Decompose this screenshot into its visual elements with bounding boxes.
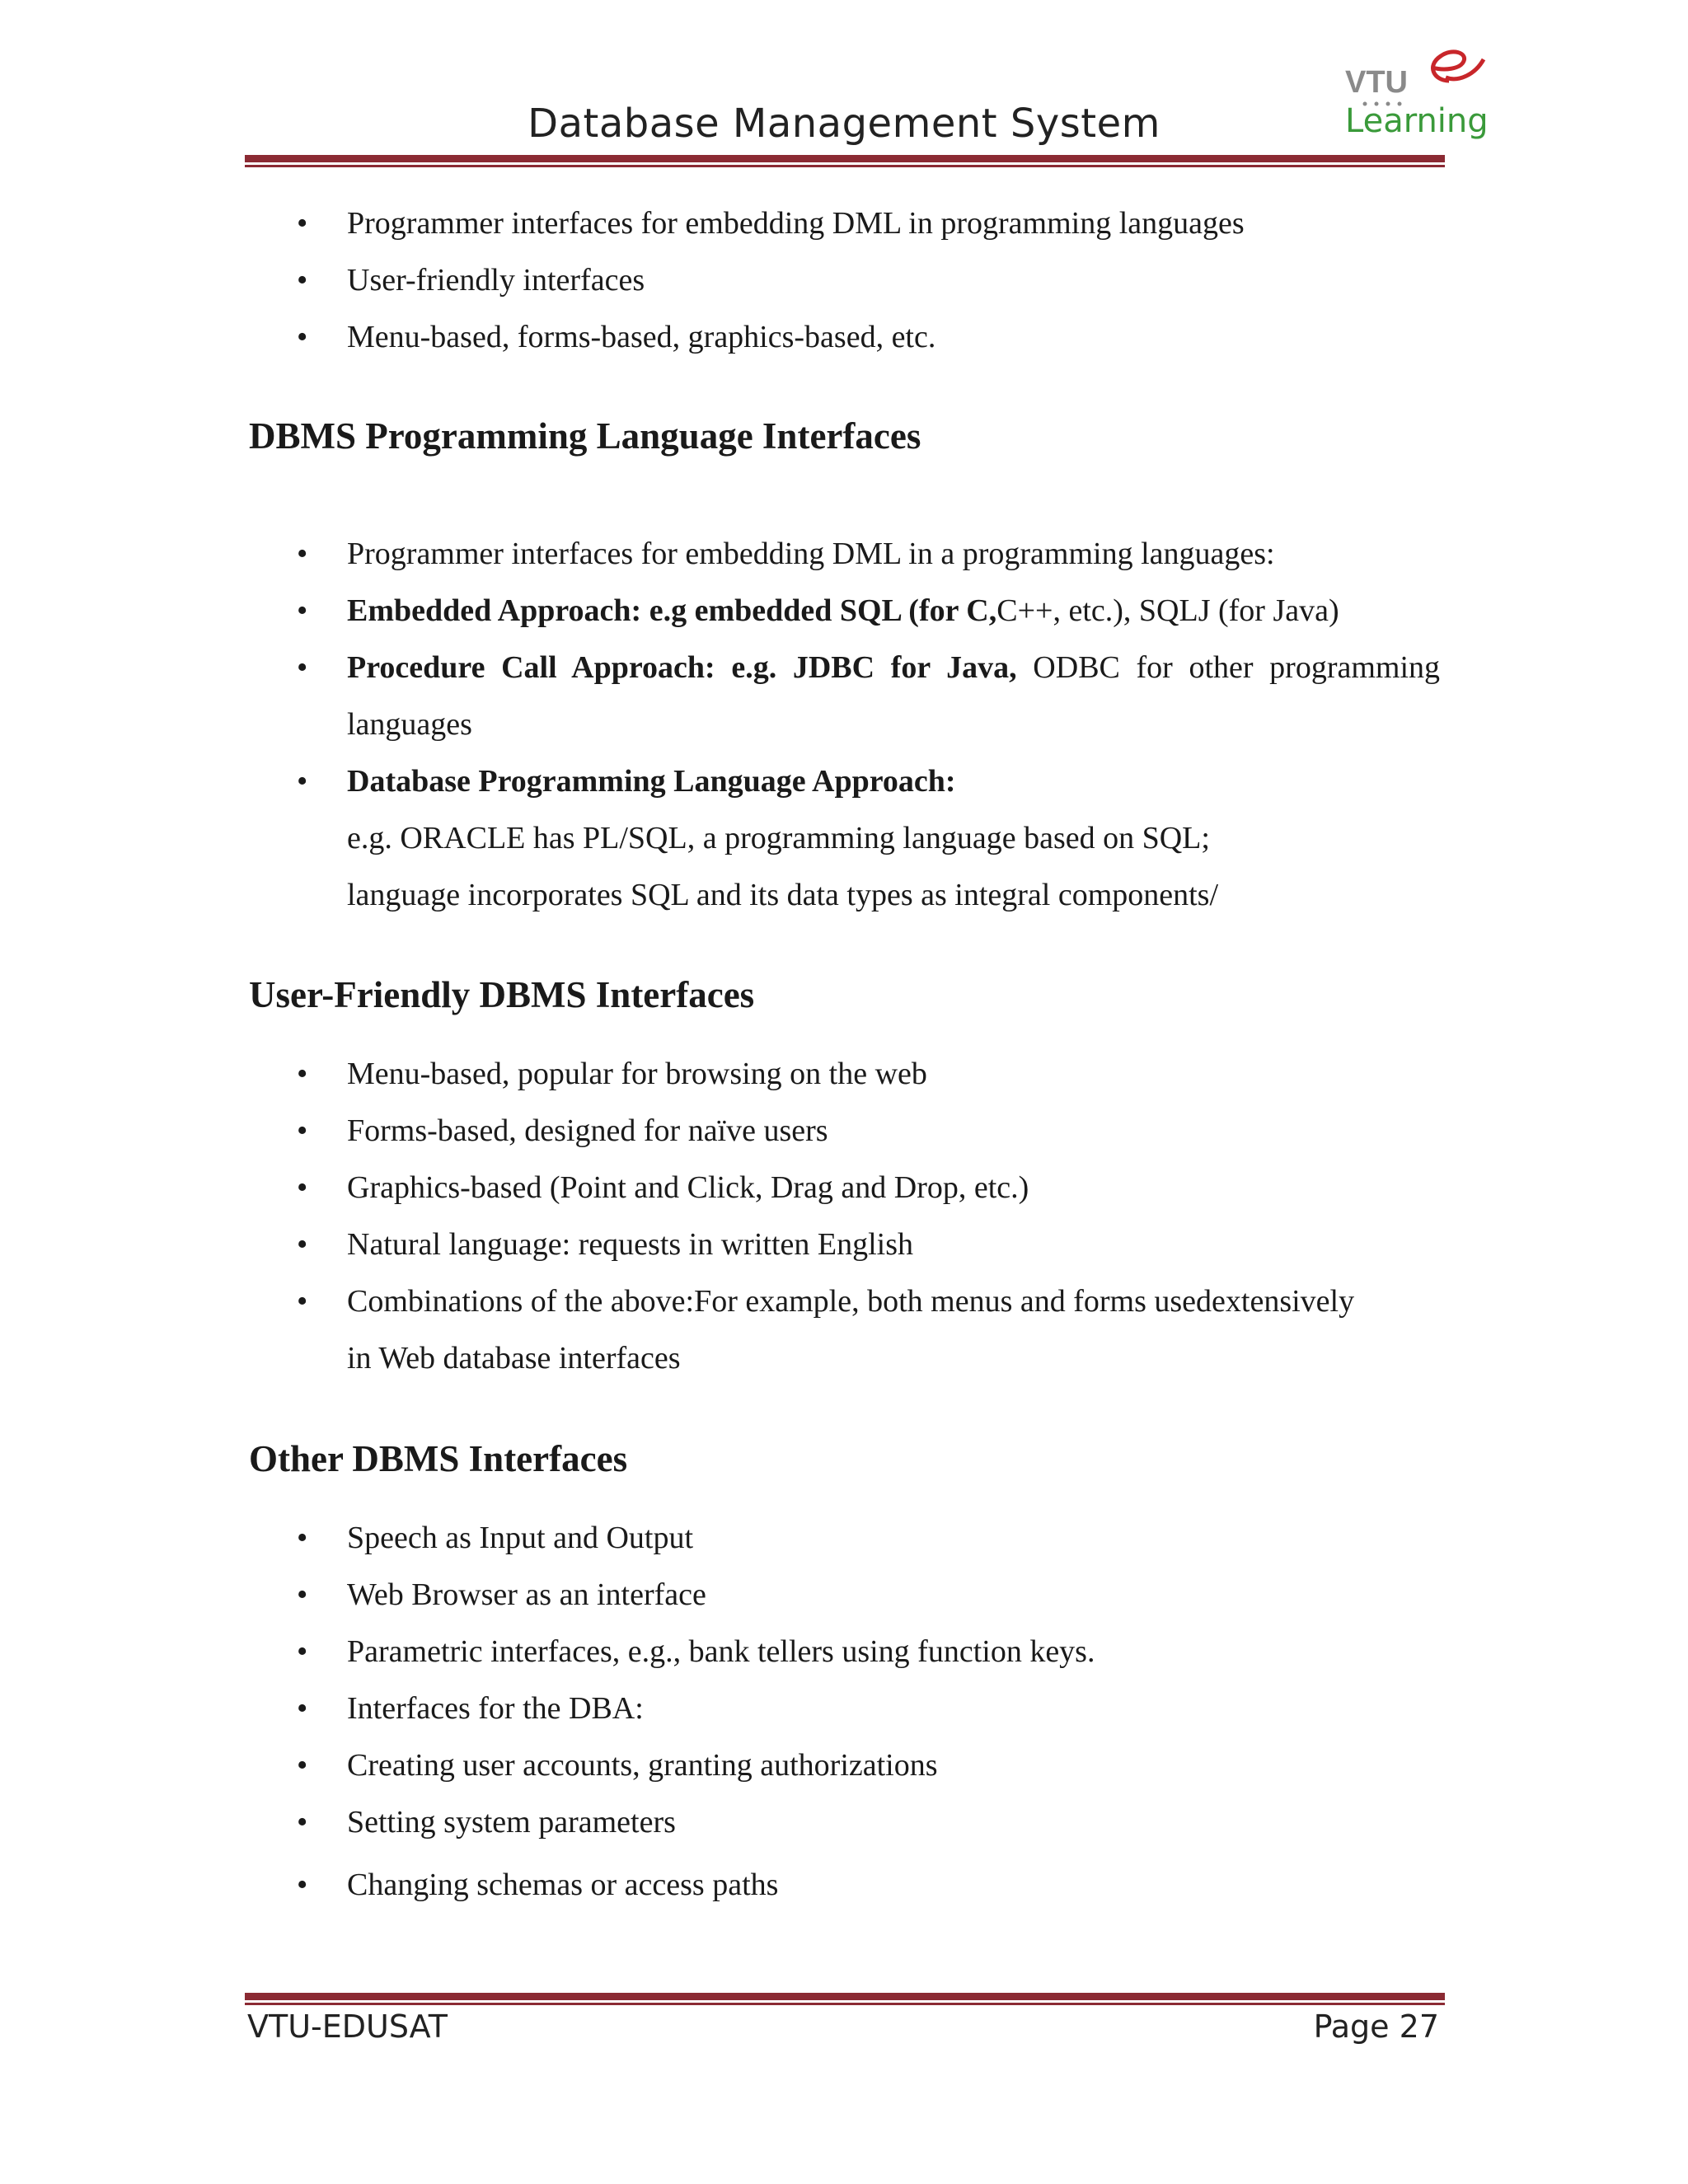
- list-item: Natural language: requests in written English: [347, 1227, 913, 1262]
- list-item: User-friendly interfaces: [347, 263, 645, 298]
- section-heading: User-Friendly DBMS Interfaces: [249, 974, 755, 1015]
- list-item: Forms-based, designed for naïve users: [347, 1113, 828, 1148]
- list-item: Programmer interfaces for embedding DML in a programming languages:: [347, 537, 1275, 571]
- list-item: Creating user accounts, granting authorizations: [347, 1748, 938, 1783]
- page-number: Page 27: [1313, 2008, 1439, 2045]
- list-item-continuation: languages: [347, 707, 472, 742]
- bold-text: Embedded Approach: e.g embedded SQL (for C,: [347, 593, 997, 628]
- list-item-text: C++, etc.), SQLJ (for Java): [996, 593, 1339, 628]
- bullet-icon: •: [297, 1577, 308, 1612]
- bullet-icon: •: [297, 1805, 308, 1840]
- bullet-icon: •: [297, 537, 308, 571]
- bullet-icon: •: [297, 650, 308, 685]
- list-item-continuation: in Web database interfaces: [347, 1341, 681, 1376]
- bullet-icon: •: [297, 1691, 308, 1726]
- bold-text: Database Programming Language Approach:: [347, 764, 956, 799]
- bullet-icon: •: [297, 206, 308, 241]
- list-item: Menu-based, popular for browsing on the web: [347, 1057, 927, 1091]
- logo-learning-text: Learning: [1345, 102, 1489, 140]
- list-item: Changing schemas or access paths: [347, 1868, 779, 1902]
- list-item: Parametric interfaces, e.g., bank tellers using function keys.: [347, 1634, 1095, 1669]
- section-heading: Other DBMS Interfaces: [249, 1438, 628, 1479]
- section-heading: DBMS Programming Language Interfaces: [249, 415, 921, 457]
- list-item: Programmer interfaces for embedding DML in programming languages: [347, 206, 1245, 241]
- list-item: Interfaces for the DBA:: [347, 1691, 644, 1726]
- bold-text: Procedure Call Approach: e.g. JDBC for Java,: [347, 650, 1017, 685]
- list-item-text: ODBC for other programming: [1016, 650, 1441, 685]
- footer-rule: [245, 1993, 1445, 2005]
- bullet-icon: •: [297, 1748, 308, 1783]
- footer-left-text: VTU-EDUSAT: [247, 2008, 448, 2045]
- page-header-title: Database Management System: [528, 101, 1160, 147]
- list-item: [347, 592, 1339, 630]
- list-item: Graphics-based (Point and Click, Drag and Drop, etc.): [347, 1170, 1029, 1205]
- list-item: Setting system parameters: [347, 1805, 676, 1840]
- bullet-icon: •: [297, 593, 308, 628]
- bullet-icon: •: [297, 1227, 308, 1262]
- bullet-icon: •: [297, 320, 308, 354]
- list-item-continuation: language incorporates SQL and its data types as integral components/: [347, 878, 1219, 912]
- bullet-icon: •: [297, 1868, 308, 1902]
- bullet-icon: •: [297, 1113, 308, 1148]
- logo-vtu-text: VTU: [1345, 65, 1408, 100]
- bullet-icon: •: [297, 1057, 308, 1091]
- bullet-icon: •: [297, 764, 308, 799]
- bullet-icon: •: [297, 263, 308, 298]
- list-item: Menu-based, forms-based, graphics-based, etc.: [347, 320, 936, 354]
- list-item: Web Browser as an interface: [347, 1577, 706, 1612]
- list-item: [347, 762, 956, 800]
- list-item-continuation: e.g. ORACLE has PL/SQL, a programming language based on SQL;: [347, 821, 1210, 855]
- bullet-icon: •: [297, 1284, 308, 1319]
- bullet-icon: •: [297, 1170, 308, 1205]
- list-item: [347, 649, 1440, 687]
- bullet-icon: •: [297, 1521, 308, 1555]
- list-item: Combinations of the above:For example, both menus and forms usedextensively: [347, 1284, 1355, 1319]
- bullet-icon: •: [297, 1634, 308, 1669]
- list-item: Speech as Input and Output: [347, 1521, 694, 1555]
